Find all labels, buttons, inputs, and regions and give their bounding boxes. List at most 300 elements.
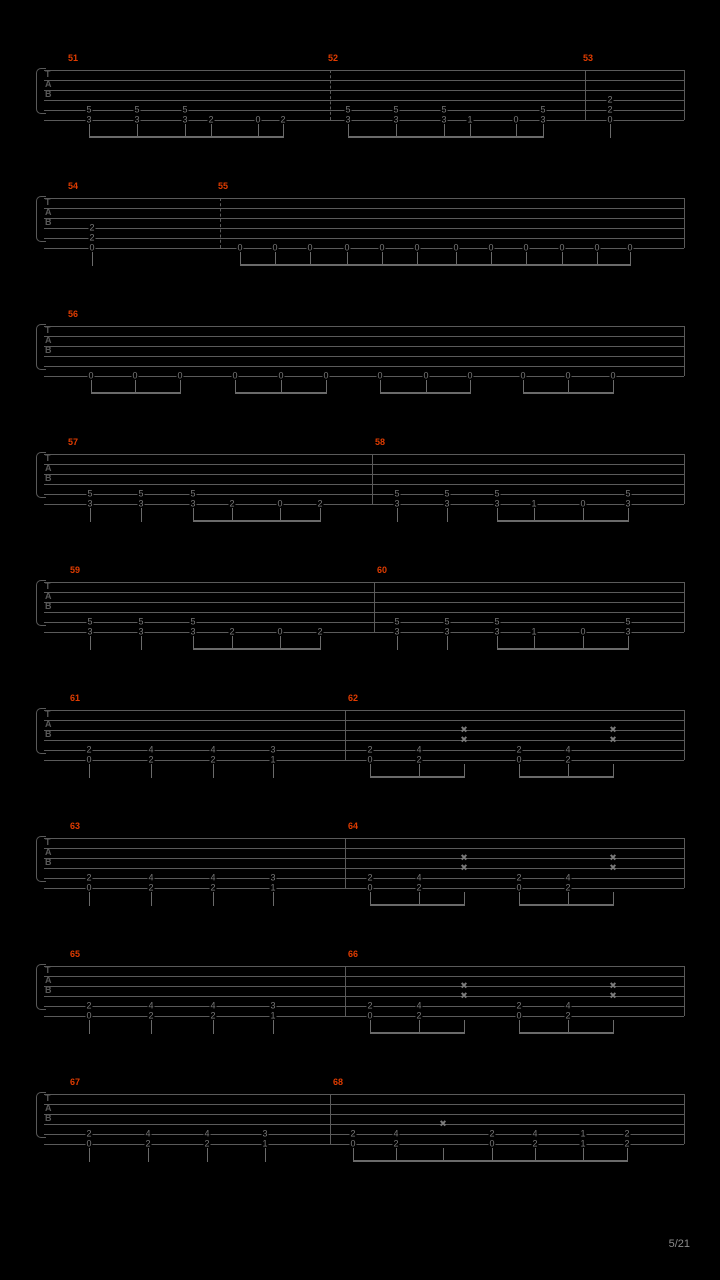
staff-line <box>44 484 684 485</box>
tab-note: 2 <box>148 882 154 893</box>
rhythm-stem <box>180 380 181 394</box>
tab-note: 3 <box>138 626 144 637</box>
tab-note: 4 <box>148 1000 154 1011</box>
barline <box>345 838 346 888</box>
barline-dashed <box>220 198 221 248</box>
tab-note: 3 <box>270 744 276 755</box>
rhythm-beam <box>562 264 597 266</box>
tab-note: 1 <box>531 498 537 509</box>
tab-note: 5 <box>190 488 196 499</box>
tab-note: 0 <box>278 370 284 381</box>
rhythm-beam <box>456 264 491 266</box>
tab-note: 2 <box>229 626 235 637</box>
tab-clef-letter: T <box>45 581 51 591</box>
staff-line <box>44 1124 684 1125</box>
tab-clef-letter: B <box>45 857 52 867</box>
rhythm-stem <box>326 380 327 394</box>
tab-note: 2 <box>86 1128 92 1139</box>
tab-note: 5 <box>345 104 351 115</box>
rhythm-slash: ✖ <box>460 734 468 745</box>
tab-clef-letter: A <box>45 335 52 345</box>
tab-note: 5 <box>86 104 92 115</box>
staff-line <box>44 1144 684 1145</box>
staff-line <box>44 858 684 859</box>
tab-clef-letter: T <box>45 1093 51 1103</box>
rhythm-slash: ✖ <box>609 724 617 735</box>
staff-line <box>44 976 684 977</box>
rhythm-beam <box>419 904 464 906</box>
staff-lines <box>44 326 684 366</box>
tab-note: 0 <box>307 242 313 253</box>
rhythm-stem <box>213 1020 214 1034</box>
staff-line <box>44 986 684 987</box>
tab-note: 1 <box>580 1128 586 1139</box>
tab-note: 2 <box>86 1000 92 1011</box>
tab-note: 3 <box>270 872 276 883</box>
tab-note: 2 <box>208 114 214 125</box>
tab-note: 0 <box>379 242 385 253</box>
tab-clef-letter: A <box>45 975 52 985</box>
tab-note: 2 <box>532 1138 538 1149</box>
rhythm-beam <box>240 264 275 266</box>
tab-note: 2 <box>607 94 613 105</box>
rhythm-beam <box>534 520 583 522</box>
tab-note: 4 <box>565 872 571 883</box>
rhythm-slash: ✖ <box>460 862 468 873</box>
staff-line <box>44 454 684 455</box>
staff-line <box>44 750 684 751</box>
tab-note: 0 <box>367 882 373 893</box>
tab-note: 2 <box>393 1138 399 1149</box>
rhythm-beam <box>519 776 568 778</box>
tab-note: 4 <box>148 744 154 755</box>
tab-note: 0 <box>86 1138 92 1149</box>
tab-note: 5 <box>625 616 631 627</box>
rhythm-beam <box>568 392 613 394</box>
tab-note: 2 <box>489 1128 495 1139</box>
staff-line <box>44 838 684 839</box>
rhythm-beam <box>258 136 283 138</box>
barline <box>684 1094 685 1144</box>
tab-note: 2 <box>229 498 235 509</box>
tab-note: 0 <box>520 370 526 381</box>
tab-note: 0 <box>580 498 586 509</box>
tab-note: 2 <box>565 754 571 765</box>
rhythm-beam <box>497 520 534 522</box>
staff-lines <box>44 70 684 110</box>
measure-number: 65 <box>70 949 81 959</box>
tab-note: 0 <box>580 626 586 637</box>
tab-note: 2 <box>367 744 373 755</box>
rhythm-beam <box>523 392 568 394</box>
staff-line <box>44 730 684 731</box>
tab-clef-letter: T <box>45 197 51 207</box>
measure-number: 61 <box>70 693 81 703</box>
staff-line <box>44 248 684 249</box>
rhythm-slash: ✖ <box>609 862 617 873</box>
rhythm-beam <box>370 1032 419 1034</box>
staff-line <box>44 740 684 741</box>
rhythm-beam <box>281 392 326 394</box>
tab-note: 1 <box>467 114 473 125</box>
rhythm-beam <box>426 392 470 394</box>
barline <box>684 198 685 248</box>
tab-clef-letter: B <box>45 985 52 995</box>
staff-line <box>44 878 684 879</box>
tab-clef-letter: T <box>45 965 51 975</box>
rhythm-beam <box>535 1160 583 1162</box>
measure-number: 62 <box>348 693 359 703</box>
rhythm-stem <box>613 1020 614 1034</box>
measure-number: 53 <box>583 53 594 63</box>
tab-note: 0 <box>516 754 522 765</box>
tab-note: 5 <box>444 488 450 499</box>
tab-note: 3 <box>87 626 93 637</box>
tab-note: 4 <box>565 744 571 755</box>
staff-line <box>44 90 684 91</box>
tab-note: 3 <box>182 114 188 125</box>
staff-line <box>44 356 684 357</box>
tab-note: 3 <box>394 498 400 509</box>
staff-line <box>44 1114 684 1115</box>
tab-note: 3 <box>134 114 140 125</box>
staff-line <box>44 760 684 761</box>
tab-note: 4 <box>532 1128 538 1139</box>
rhythm-beam <box>211 136 258 138</box>
rhythm-stem <box>151 892 152 906</box>
measure-number: 51 <box>68 53 79 63</box>
tab-clef-letter: B <box>45 217 52 227</box>
barline <box>684 710 685 760</box>
rhythm-beam <box>310 264 347 266</box>
rhythm-stem <box>630 252 631 266</box>
tab-note: 0 <box>594 242 600 253</box>
tab-note: 4 <box>416 872 422 883</box>
rhythm-beam <box>185 136 211 138</box>
rhythm-slash: ✖ <box>609 852 617 863</box>
barline-dashed <box>330 70 331 120</box>
staff-lines <box>44 966 684 1006</box>
tab-note: 0 <box>86 754 92 765</box>
rhythm-beam <box>526 264 562 266</box>
tab-note: 3 <box>190 498 196 509</box>
rhythm-stem <box>627 1148 628 1162</box>
measure-number: 56 <box>68 309 79 319</box>
barline <box>684 838 685 888</box>
tab-clef-letter: A <box>45 463 52 473</box>
tab-note: 2 <box>145 1138 151 1149</box>
barline <box>684 70 685 120</box>
rhythm-stem <box>148 1148 149 1162</box>
tab-clef-letter: B <box>45 345 52 355</box>
rhythm-stem <box>151 764 152 778</box>
tab-note: 2 <box>565 882 571 893</box>
rhythm-stem <box>320 636 321 650</box>
tab-note: 5 <box>87 616 93 627</box>
tab-note: 3 <box>494 626 500 637</box>
tab-note: 4 <box>416 1000 422 1011</box>
tab-note: 2 <box>607 104 613 115</box>
rhythm-stem <box>273 764 274 778</box>
tab-note: 3 <box>138 498 144 509</box>
tab-note: 0 <box>423 370 429 381</box>
tab-note: 3 <box>444 626 450 637</box>
tab-note: 0 <box>489 1138 495 1149</box>
tab-clef-letter: B <box>45 1113 52 1123</box>
tab-note: 3 <box>345 114 351 125</box>
tab-note: 5 <box>494 616 500 627</box>
barline <box>374 582 375 632</box>
rhythm-beam <box>568 904 613 906</box>
measure-number: 57 <box>68 437 79 447</box>
rhythm-beam <box>519 904 568 906</box>
rhythm-beam <box>135 392 180 394</box>
tab-note: 5 <box>393 104 399 115</box>
rhythm-beam <box>497 648 534 650</box>
rhythm-slash: ✖ <box>460 724 468 735</box>
tab-note: 4 <box>393 1128 399 1139</box>
tab-note: 0 <box>565 370 571 381</box>
tab-note: 5 <box>394 488 400 499</box>
staff-line <box>44 376 684 377</box>
tab-clef-letter: B <box>45 89 52 99</box>
rhythm-slash: ✖ <box>439 1118 447 1129</box>
tab-note: 1 <box>270 1010 276 1021</box>
rhythm-stem <box>613 892 614 906</box>
tab-note: 2 <box>416 882 422 893</box>
tab-note: 1 <box>270 882 276 893</box>
rhythm-stem <box>92 252 93 266</box>
tab-note: 0 <box>610 370 616 381</box>
barline <box>372 454 373 504</box>
rhythm-beam <box>380 392 426 394</box>
staff-lines <box>44 710 684 750</box>
tab-note: 2 <box>86 872 92 883</box>
rhythm-beam <box>597 264 630 266</box>
tab-note: 4 <box>210 744 216 755</box>
tab-clef-letter: B <box>45 473 52 483</box>
rhythm-slash: ✖ <box>460 990 468 1001</box>
tab-clef-letter: A <box>45 207 52 217</box>
tab-note: 0 <box>367 754 373 765</box>
tab-note: 3 <box>625 498 631 509</box>
rhythm-stem <box>273 892 274 906</box>
tab-note: 5 <box>190 616 196 627</box>
tab-note: 0 <box>177 370 183 381</box>
tab-clef-letter: T <box>45 709 51 719</box>
tab-note: 2 <box>148 754 154 765</box>
rhythm-beam <box>534 648 583 650</box>
rhythm-stem <box>613 764 614 778</box>
rhythm-stem <box>90 508 91 522</box>
staff-line <box>44 198 684 199</box>
staff-line <box>44 238 684 239</box>
staff-line <box>44 592 684 593</box>
page-number: 5/21 <box>668 1238 690 1250</box>
tab-clef-letter: T <box>45 69 51 79</box>
tab-note: 3 <box>444 498 450 509</box>
tab-note: 5 <box>87 488 93 499</box>
tab-note: 0 <box>607 114 613 125</box>
rhythm-stem <box>610 124 611 138</box>
rhythm-beam <box>583 648 628 650</box>
rhythm-beam <box>568 776 613 778</box>
rhythm-beam <box>353 1160 396 1162</box>
rhythm-beam <box>516 136 543 138</box>
tab-note: 0 <box>516 1010 522 1021</box>
tab-clef-letter: A <box>45 847 52 857</box>
rhythm-beam <box>348 136 396 138</box>
staff-line <box>44 228 684 229</box>
rhythm-beam <box>583 1160 627 1162</box>
staff-line <box>44 366 684 367</box>
tab-note: 0 <box>467 370 473 381</box>
rhythm-beam <box>396 1160 443 1162</box>
tab-note: 1 <box>262 1138 268 1149</box>
rhythm-beam <box>492 1160 535 1162</box>
tab-note: 2 <box>416 754 422 765</box>
staff-line <box>44 1134 684 1135</box>
rhythm-beam <box>568 1032 613 1034</box>
tab-note: 2 <box>86 744 92 755</box>
tab-note: 3 <box>394 626 400 637</box>
rhythm-stem <box>141 636 142 650</box>
staff-line <box>44 966 684 967</box>
rhythm-stem <box>613 380 614 394</box>
rhythm-stem <box>447 508 448 522</box>
tab-note: 5 <box>625 488 631 499</box>
rhythm-beam <box>396 136 444 138</box>
rhythm-stem <box>464 892 465 906</box>
tab-clef-letter: T <box>45 325 51 335</box>
tab-note: 5 <box>540 104 546 115</box>
tab-note: 0 <box>344 242 350 253</box>
barline <box>684 582 685 632</box>
tab-note: 0 <box>377 370 383 381</box>
tab-note: 0 <box>86 1010 92 1021</box>
barline <box>684 966 685 1016</box>
tab-note: 0 <box>88 370 94 381</box>
tab-note: 0 <box>559 242 565 253</box>
tab-note: 0 <box>132 370 138 381</box>
rhythm-beam <box>232 648 280 650</box>
rhythm-beam <box>470 136 516 138</box>
tab-clef-letter: T <box>45 453 51 463</box>
staff-line <box>44 474 684 475</box>
barline <box>345 710 346 760</box>
staff-line <box>44 710 684 711</box>
staff-line <box>44 848 684 849</box>
tab-note: 3 <box>86 114 92 125</box>
staff-line <box>44 996 684 997</box>
measure-number: 52 <box>328 53 339 63</box>
rhythm-beam <box>491 264 526 266</box>
tab-note: 0 <box>277 498 283 509</box>
staff-lines <box>44 838 684 878</box>
tab-note: 3 <box>262 1128 268 1139</box>
tab-note: 3 <box>441 114 447 125</box>
staff-line <box>44 346 684 347</box>
rhythm-beam <box>193 648 232 650</box>
rhythm-slash: ✖ <box>609 980 617 991</box>
tab-note: 2 <box>416 1010 422 1021</box>
measure-number: 59 <box>70 565 81 575</box>
tab-note: 0 <box>453 242 459 253</box>
staff-line <box>44 1104 684 1105</box>
rhythm-beam <box>232 520 280 522</box>
rhythm-stem <box>213 764 214 778</box>
tab-note: 1 <box>270 754 276 765</box>
tab-note: 0 <box>513 114 519 125</box>
tab-note: 2 <box>89 232 95 243</box>
rhythm-stem <box>90 636 91 650</box>
rhythm-stem <box>447 636 448 650</box>
staff-lines <box>44 1094 684 1134</box>
rhythm-beam <box>235 392 281 394</box>
rhythm-beam <box>444 136 470 138</box>
barline <box>684 326 685 376</box>
tab-note: 5 <box>182 104 188 115</box>
measure-number: 63 <box>70 821 81 831</box>
rhythm-beam <box>419 776 464 778</box>
rhythm-beam <box>137 136 185 138</box>
rhythm-stem <box>89 764 90 778</box>
tab-note: 3 <box>625 626 631 637</box>
staff-line <box>44 70 684 71</box>
rhythm-stem <box>628 508 629 522</box>
rhythm-beam <box>275 264 310 266</box>
rhythm-stem <box>543 124 544 138</box>
tab-note: 2 <box>624 1128 630 1139</box>
rhythm-stem <box>464 1020 465 1034</box>
tab-note: 2 <box>516 1000 522 1011</box>
tab-clef-letter: B <box>45 601 52 611</box>
measure-number: 55 <box>218 181 229 191</box>
tab-note: 4 <box>148 872 154 883</box>
tab-note: 1 <box>531 626 537 637</box>
rhythm-beam <box>91 392 135 394</box>
rhythm-beam <box>280 648 320 650</box>
tab-note: 2 <box>367 872 373 883</box>
rhythm-slash: ✖ <box>609 990 617 1001</box>
tab-note: 4 <box>416 744 422 755</box>
staff-line <box>44 888 684 889</box>
tab-note: 5 <box>494 488 500 499</box>
rhythm-beam <box>280 520 320 522</box>
rhythm-stem <box>89 892 90 906</box>
tab-note: 2 <box>204 1138 210 1149</box>
tab-clef-letter: B <box>45 729 52 739</box>
rhythm-stem <box>283 124 284 138</box>
tab-note: 4 <box>145 1128 151 1139</box>
tab-note: 2 <box>317 626 323 637</box>
tab-note: 2 <box>516 744 522 755</box>
tab-note: 0 <box>516 882 522 893</box>
tab-note: 0 <box>89 242 95 253</box>
tab-note: 0 <box>523 242 529 253</box>
tab-note: 3 <box>494 498 500 509</box>
measure-number: 67 <box>70 1077 81 1087</box>
rhythm-beam <box>89 136 137 138</box>
measure-number: 58 <box>375 437 386 447</box>
tab-note: 3 <box>270 1000 276 1011</box>
tab-clef-letter: A <box>45 1103 52 1113</box>
tab-note: 0 <box>414 242 420 253</box>
tab-note: 2 <box>210 1010 216 1021</box>
tab-note: 2 <box>210 882 216 893</box>
tab-note: 0 <box>277 626 283 637</box>
rhythm-stem <box>397 636 398 650</box>
